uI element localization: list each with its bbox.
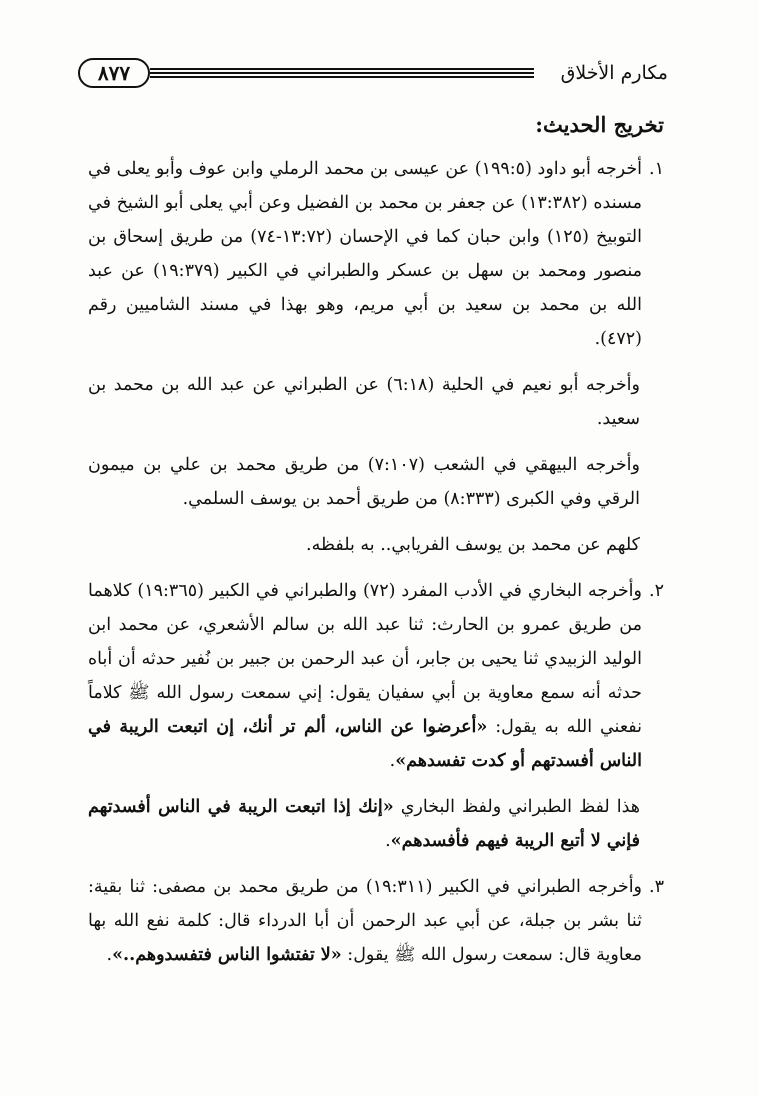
item-number: ١. <box>649 159 665 179</box>
item-text: أخرجه أبو داود (١٩٩:٥) عن عيسى بن محمد الرملي وابن عوف وأبو يعلى في مسنده (١٣:٣٨٢) عن جعفر بن محمد بن الفضيل وعن أبي يعلى أبو الشيخ في التوبيخ (١٢٥) وابن حبان كما في الإحسان (١٣:٧٢-٧٤) من طريق إسحاق بن منصور ومحمد بن سهل بن عسكر والطبراني في الكبير (١٩:٣٧٩) عن عبد الله بن محمد بن سعيد بن أبي مريم، وهو بهذا في مسند الشاميين رقم (٤٧٢). <box>88 159 643 349</box>
page-body <box>88 108 664 984</box>
paragraph-summary: كلهم عن محمد بن يوسف الفريابي.. به بلفظه. <box>306 535 640 555</box>
paragraph-wording: هذا لفظ الطبراني ولفظ البخاري «إنك إذا اتبعت الريبة في الناس أفسدتهم فإني لا أتبع الريبة فيهم فأفسدهم». <box>88 797 640 851</box>
hadith-quote: «إنك إذا اتبعت الريبة في الناس أفسدتهم فإني لا أتبع الريبة فيهم فأفسدهم» <box>88 797 640 851</box>
paragraph-text: هذا لفظ الطبراني ولفظ البخاري <box>393 797 640 817</box>
paragraph-abu-nuaym: وأخرجه أبو نعيم في الحلية (٦:١٨) عن الطبراني عن عبد الله بن محمد بن سعيد. <box>88 375 640 429</box>
page-number: ٨٧٧ <box>78 58 150 88</box>
book-title: مكارم الأخلاق <box>560 62 668 84</box>
item-text: وأخرجه الطبراني في الكبير (١٩:٣١١) من طريق محمد بن مصفى: ثنا بقية: ثنا بشر بن جبلة، عن أبي عبد الرحمن أن أبا الدرداء قال: كلمة نفع الله بها معاوية قال: سمعت رسول الله ﷺ يقول: <box>88 877 643 965</box>
running-header <box>78 58 668 94</box>
list-item-1 <box>88 152 664 356</box>
hadith-quote: «لا تفتشوا الناس فتفسدوهم..» <box>112 945 342 965</box>
paragraph-bayhaqi: وأخرجه البيهقي في الشعب (٧:١٠٧) من طريق محمد بن علي بن ميمون الرقي وفي الكبرى (٨:٣٣٣) من طريق أحمد بن يوسف السلمي. <box>88 455 640 509</box>
header-rule <box>150 68 534 80</box>
section-title: تخريج الحديث: <box>535 112 664 137</box>
list-item-2: ٢.وأخرجه البخاري في الأدب المفرد (٧٢) والطبراني في الكبير (١٩:٣٦٥) كلاهما من طريق عمرو بن الحارث: ثنا عبد الله بن سالم الأشعري، عن محمد ابن الوليد الزبيدي ثنا يحيى بن جابر، أن عبد الرحمن بن جبير بن نُفير حدثه أن أباه حدثه أنه سمع معاوية بن أبي سفيان يقول: إني سمعت رسول الله ﷺ كلاماً نفعني الله به يقول: «أعرضوا عن الناس، ألم تر أنك، إن اتبعت الريبة في الناس أفسدتهم أو كدت تفسدهم». <box>88 574 664 778</box>
hadith-quote: «أعرضوا عن الناس، ألم تر أنك، إن اتبعت الريبة في الناس أفسدتهم أو كدت تفسدهم» <box>88 717 642 771</box>
item-number: ٢. <box>649 581 664 601</box>
item-text: وأخرجه البخاري في الأدب المفرد (٧٢) والطبراني في الكبير (١٩:٣٦٥) كلاهما من طريق عمرو بن الحارث: ثنا عبد الله بن سالم الأشعري، عن محمد ابن الوليد الزبيدي ثنا يحيى بن جابر، أن عبد الرحمن بن جبير بن نُفير حدثه أن أباه حدثه أنه سمع معاوية بن أبي سفيان يقول: إني سمعت رسول الله ﷺ كلاماً نفعني الله به يقول: <box>88 581 642 737</box>
list-item-3: ٣.وأخرجه الطبراني في الكبير (١٩:٣١١) من طريق محمد بن مصفى: ثنا بقية: ثنا بشر بن جبلة، عن أبي عبد الرحمن أن أبا الدرداء قال: كلمة نفع الله بها معاوية قال: سمعت رسول الله ﷺ يقول: «لا تفتشوا الناس فتفسدوهم..». <box>88 870 664 972</box>
item-number: ٣. <box>649 877 665 897</box>
